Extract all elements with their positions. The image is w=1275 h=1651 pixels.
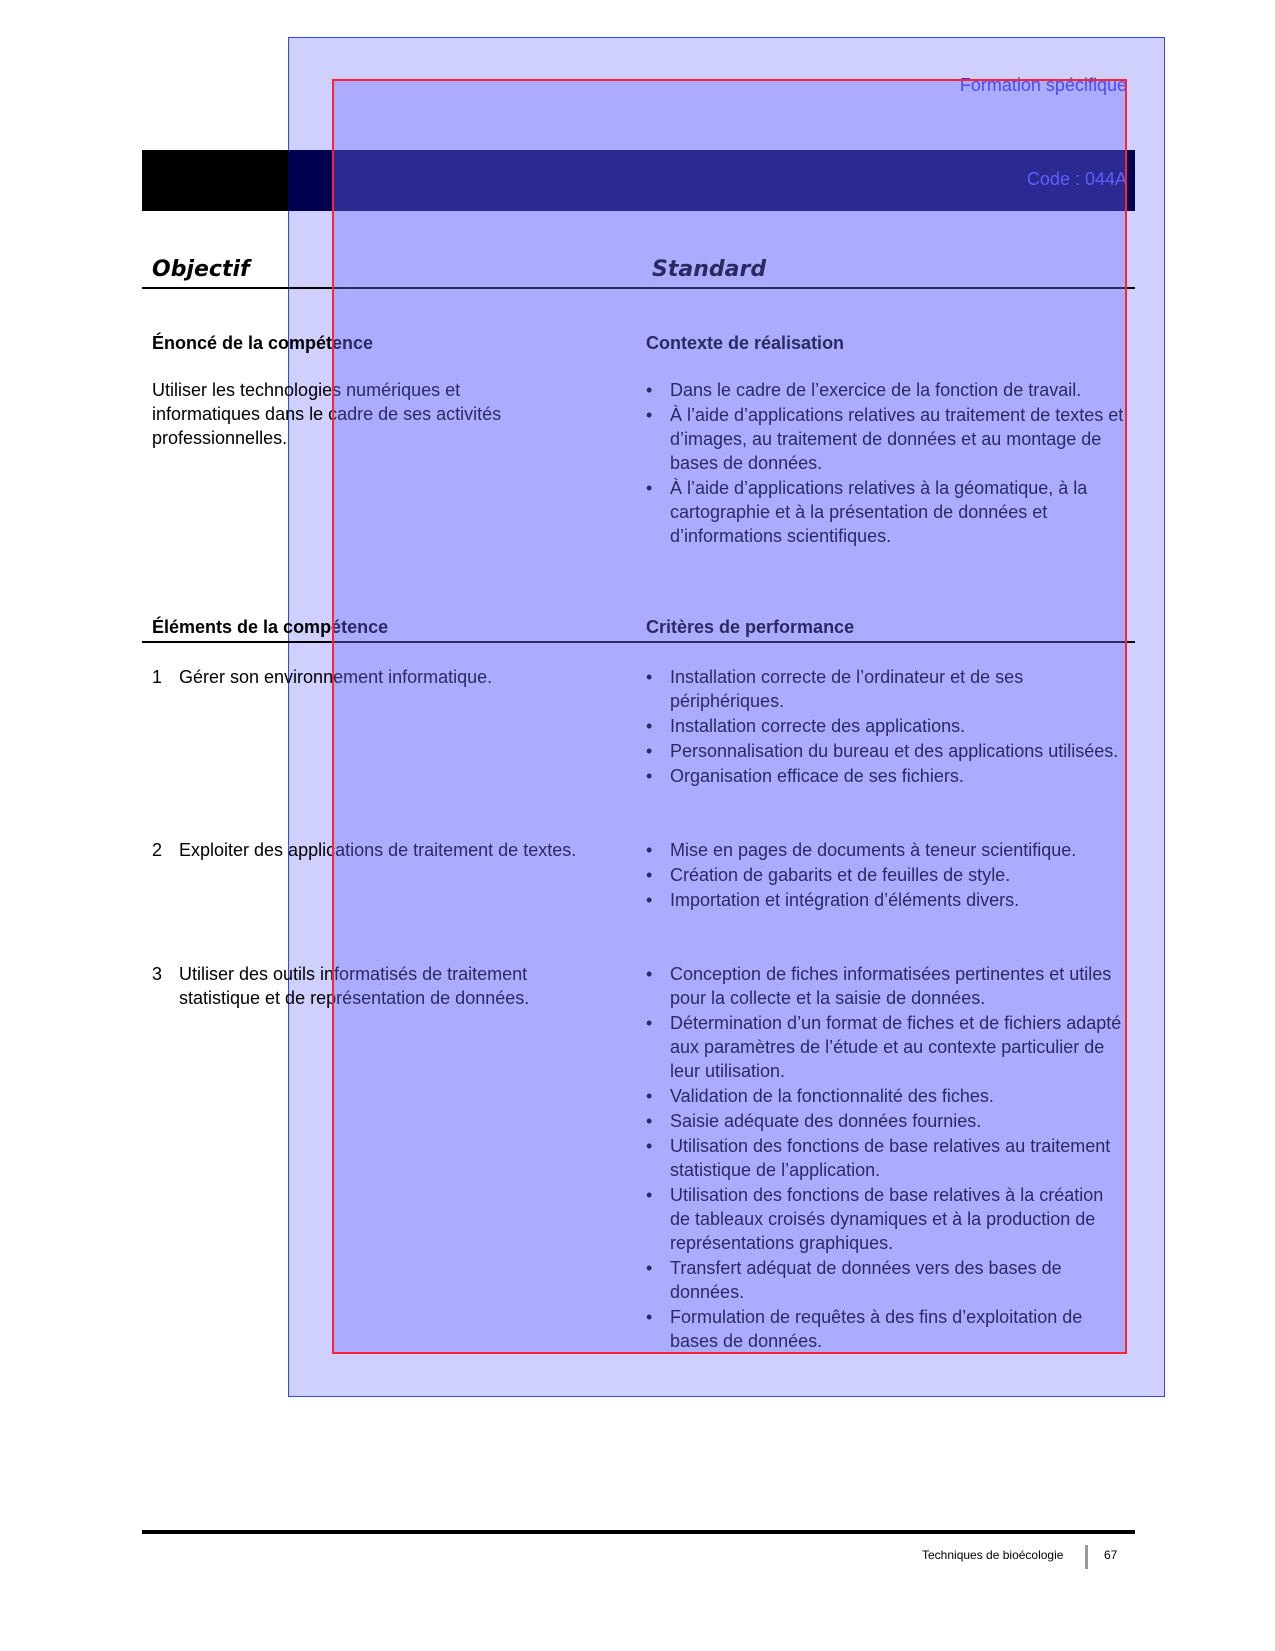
element-text: Exploiter des applications de traitement de textes.	[179, 840, 577, 860]
footer-program: Techniques de bioécologie	[922, 1548, 1064, 1562]
contexte-label: Contexte de réalisation	[646, 333, 845, 353]
criteria-item: • Formulation de requêtes à des fins d’exploitation de bases de données.	[646, 1305, 1126, 1353]
criteria-item: • Personnalisation du bureau et des applications utilisées.	[646, 739, 1126, 763]
criteria-item: • Utilisation des fonctions de base relatives à la création de tableaux croisés dynamiques et à la production de représentations graphiques.	[646, 1183, 1126, 1255]
enonce-label: Énoncé de la compétence	[152, 333, 374, 353]
criteria-item: • Transfert adéquat de données vers des bases de données.	[646, 1256, 1126, 1304]
element-text: Gérer son environnement informatique.	[179, 667, 493, 687]
criteria-item: • Création de gabarits et de feuilles de style.	[646, 863, 1126, 887]
contexte-item: • À l’aide d’applications relatives au traitement de textes et d’images, au traitement de données et au montage de bases de données.	[646, 403, 1126, 475]
footer-separator	[1085, 1545, 1088, 1569]
formation-label: Formation spécifique	[959, 75, 1127, 95]
criteria-item: • Installation correcte des applications.	[646, 714, 1126, 738]
element-number: 2	[152, 840, 163, 860]
criteria-item: • Détermination d’un format de fiches et de fichiers adapté aux paramètres de l’étude et au contexte particulier de leur utilisation.	[646, 1011, 1126, 1083]
enonce-text: Utiliser les technologies numériques et informatiques dans le cadre de ses activités professionnelles.	[152, 380, 502, 448]
elements-label: Éléments de la compétence	[152, 617, 389, 637]
criteres-label: Critères de performance	[646, 617, 855, 637]
criteria-item: • Validation de la fonctionnalité des fiches.	[646, 1084, 1126, 1108]
code-label: Code : 044A	[1026, 169, 1127, 189]
criteria-item: • Conception de fiches informatisées pertinentes et utiles pour la collecte et la saisie de données.	[646, 962, 1126, 1010]
criteria-item: • Saisie adéquate des données fournies.	[646, 1109, 1126, 1133]
criteria-item: • Utilisation des fonctions de base relatives au traitement statistique de l’application.	[646, 1134, 1126, 1182]
standard-heading: Standard	[652, 257, 767, 282]
contexte-item: • Dans le cadre de l’exercice de la fonction de travail.	[646, 378, 1126, 402]
page-number: 67	[1104, 1548, 1118, 1562]
criteria-item: • Mise en pages de documents à teneur scientifique.	[646, 838, 1126, 862]
footer-rule	[142, 1530, 1135, 1534]
selection-overlay-inner	[332, 79, 1127, 1354]
objectif-heading: Objectif	[152, 257, 250, 282]
criteria-item: • Installation correcte de l’ordinateur et de ses périphériques.	[646, 665, 1126, 713]
contexte-item: • À l’aide d’applications relatives à la géomatique, à la cartographie et à la présentation de données et d’informations scientifiques.	[646, 476, 1126, 548]
element-text: Utiliser des outils informatisés de traitement statistique et de représentation de données.	[179, 964, 530, 1008]
criteria-item: • Organisation efficace de ses fichiers.	[646, 764, 1126, 788]
criteria-item: • Importation et intégration d’éléments divers.	[646, 888, 1126, 912]
element-number: 3	[152, 964, 163, 984]
element-number: 1	[152, 667, 163, 687]
